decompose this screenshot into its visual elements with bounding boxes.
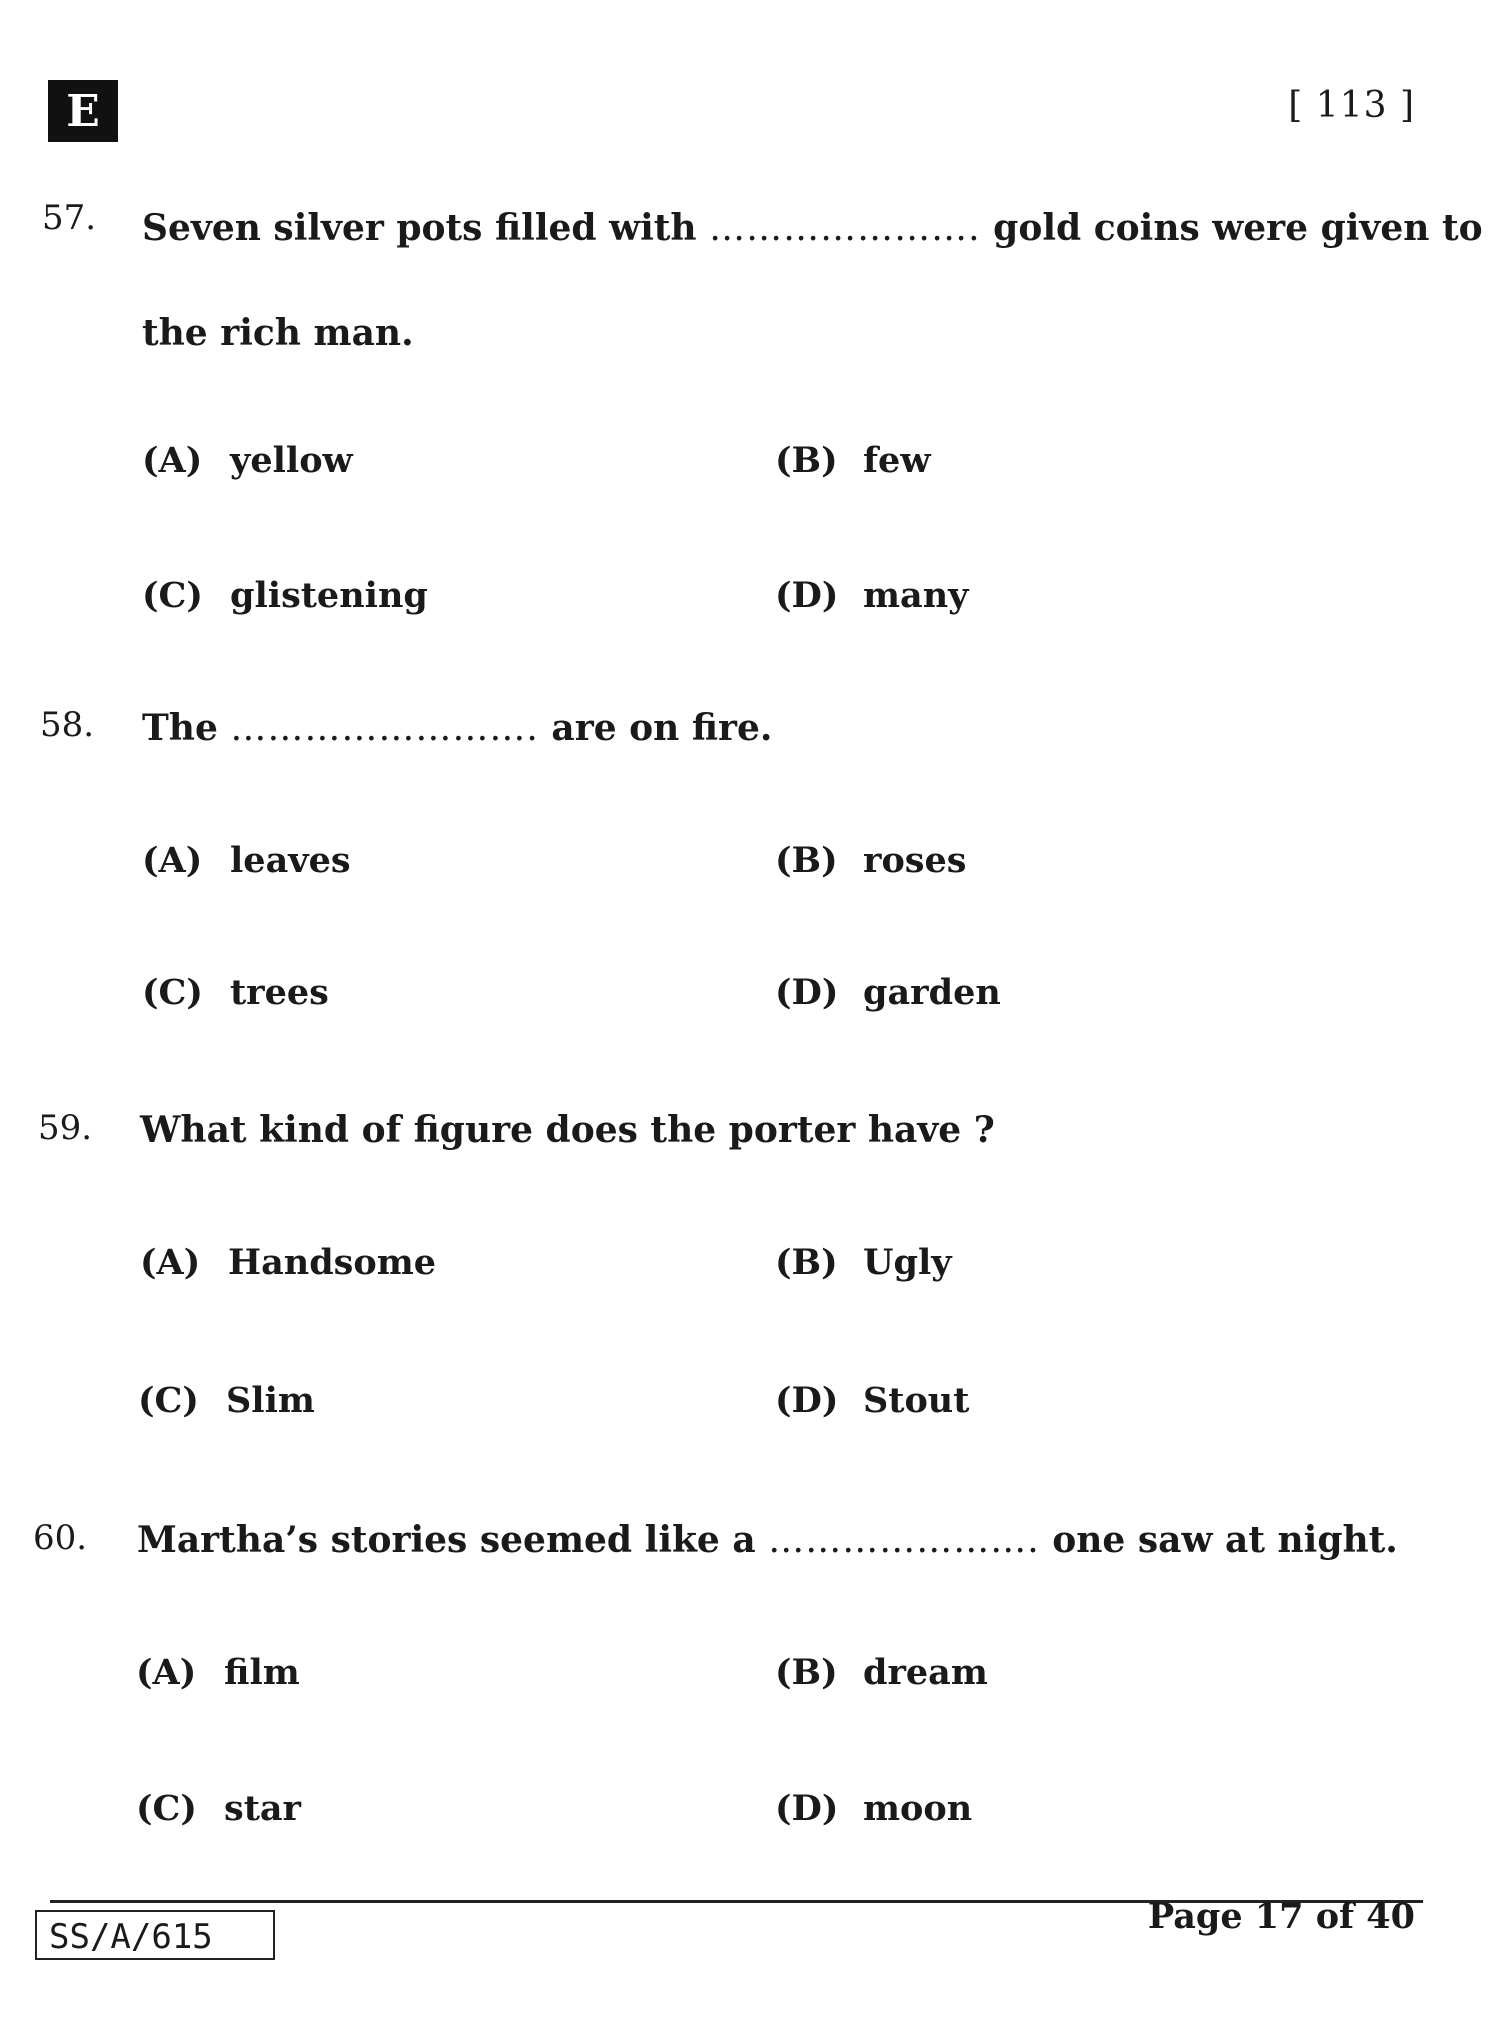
option-a[interactable] — [142, 440, 353, 481]
option-d[interactable] — [775, 972, 1001, 1013]
option-d[interactable] — [775, 575, 969, 616]
question-blank: …………………. — [768, 1520, 1040, 1561]
option-c[interactable] — [142, 575, 428, 616]
page-number: [ 113 ] — [1288, 85, 1415, 126]
option-text: yellow — [230, 440, 353, 481]
question-text-before: Seven silver pots filled with — [142, 207, 697, 249]
option-letter: (B) — [775, 1652, 838, 1693]
series-badge: E — [48, 80, 118, 142]
option-letter: (A) — [136, 1652, 197, 1693]
question-text — [142, 676, 772, 781]
option-b[interactable] — [775, 1242, 952, 1283]
option-letter: (C) — [138, 1380, 199, 1421]
option-letter: (D) — [775, 1788, 839, 1829]
option-c[interactable] — [136, 1788, 301, 1829]
option-text: Stout — [863, 1380, 970, 1421]
option-letter: (A) — [142, 440, 203, 481]
option-letter: (C) — [142, 575, 203, 616]
option-letter: (D) — [775, 1380, 839, 1421]
question-number: 57. — [42, 198, 97, 238]
option-text: many — [863, 575, 969, 616]
option-text: dream — [863, 1652, 988, 1693]
question-text-line2: the rich man. — [142, 312, 414, 354]
question-text-before: The — [142, 707, 218, 749]
option-a[interactable] — [140, 1242, 436, 1283]
option-letter: (A) — [140, 1242, 201, 1283]
question-blank: …………………. — [709, 208, 981, 249]
option-text: trees — [230, 972, 329, 1013]
option-d[interactable] — [775, 1788, 972, 1829]
question-blank: ……………………. — [230, 708, 539, 749]
option-letter: (B) — [775, 840, 838, 881]
option-text: few — [863, 440, 931, 481]
option-text: glistening — [230, 575, 428, 616]
option-text: moon — [863, 1788, 973, 1829]
question-number: 59. — [38, 1108, 93, 1148]
option-d[interactable] — [775, 1380, 969, 1421]
question-text — [137, 1488, 1398, 1593]
question-text-before: Martha’s stories seemed like a — [137, 1519, 756, 1561]
option-text: garden — [863, 972, 1001, 1013]
option-letter: (C) — [136, 1788, 197, 1829]
option-c[interactable] — [142, 972, 329, 1013]
option-c[interactable] — [138, 1380, 315, 1421]
option-text: film — [224, 1652, 300, 1693]
option-a[interactable] — [136, 1652, 300, 1693]
question-text-after: one saw at night. — [1052, 1519, 1398, 1561]
option-letter: (C) — [142, 972, 203, 1013]
option-letter: (D) — [775, 972, 839, 1013]
question-number: 60. — [33, 1518, 88, 1558]
option-a[interactable] — [142, 840, 351, 881]
option-letter: (D) — [775, 575, 839, 616]
paper-code: SS/A/615 — [35, 1910, 275, 1960]
question-text-before: What kind of figure does the porter have ? — [140, 1109, 995, 1151]
option-letter: (B) — [775, 440, 838, 481]
question-text — [142, 176, 1483, 385]
question-text — [140, 1078, 995, 1182]
option-b[interactable] — [775, 440, 930, 481]
option-text: star — [224, 1788, 301, 1829]
option-text: roses — [863, 840, 967, 881]
option-text: leaves — [230, 840, 351, 881]
page-count: Page 17 of 40 — [1147, 1896, 1415, 1937]
option-text: Ugly — [863, 1242, 952, 1283]
option-text: Handsome — [228, 1242, 437, 1283]
option-text: Slim — [226, 1380, 315, 1421]
option-letter: (B) — [775, 1242, 838, 1283]
option-letter: (A) — [142, 840, 203, 881]
question-number: 58. — [40, 705, 95, 745]
question-text-after: gold coins were given to — [993, 207, 1483, 249]
option-b[interactable] — [775, 840, 966, 881]
question-text-after: are on fire. — [551, 707, 773, 749]
option-b[interactable] — [775, 1652, 988, 1693]
